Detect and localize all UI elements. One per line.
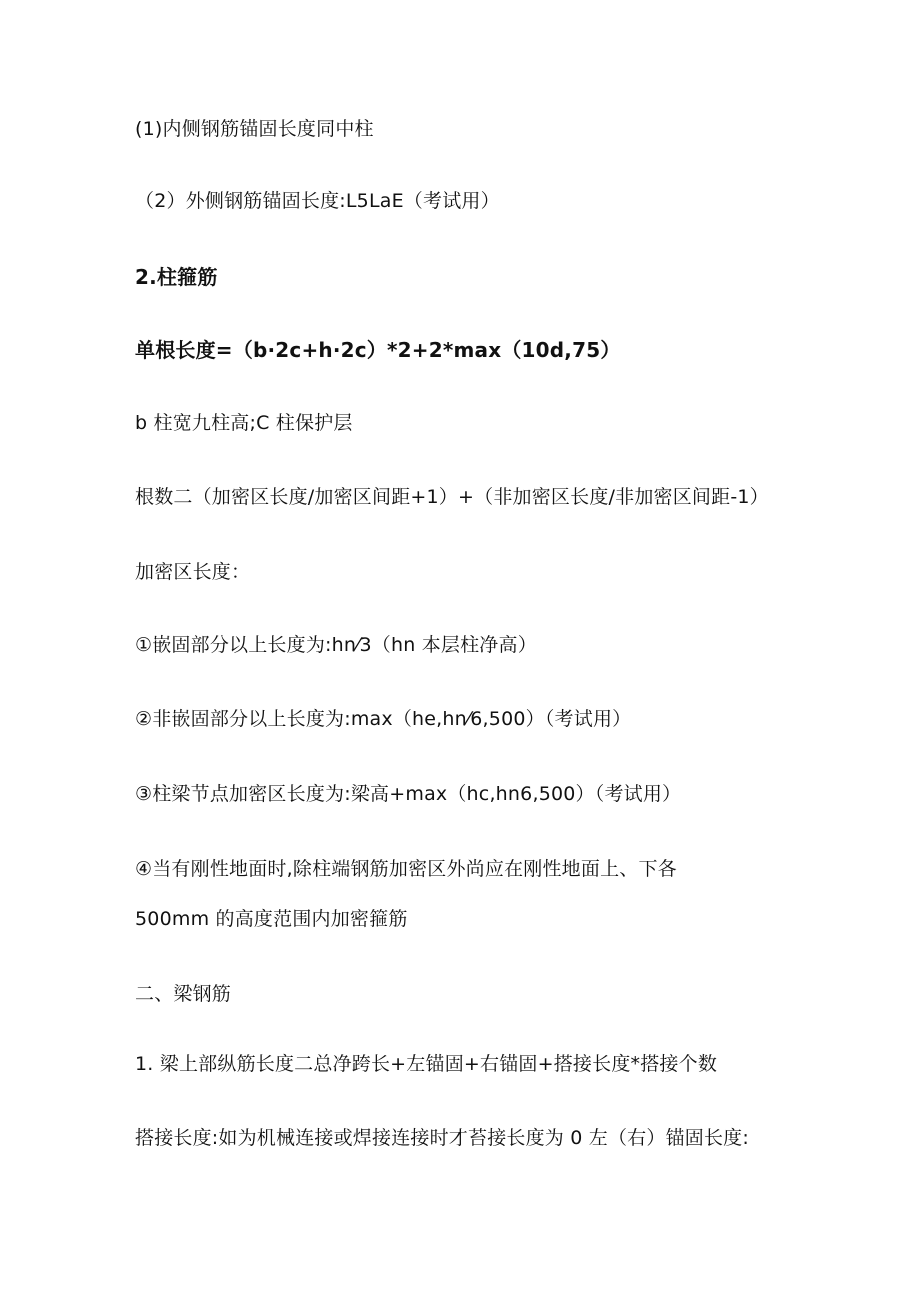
dense-zone-item-3: ③柱梁节点加密区长度为:梁高+max（hc,hn6,500）（考试用） — [135, 783, 682, 805]
single-length-formula: 单根长度=（b·2c+h·2c）*2+2*max（10d,75） — [135, 338, 621, 362]
dense-zone-item-4-continued: 500mm 的高度范围内加密箍筋 — [135, 908, 408, 930]
variable-definition-line: b 柱宽九柱高;C 柱保护层 — [135, 412, 353, 434]
outer-rebar-anchorage-line: （2）外侧钢筋锚固长度:L5LaE（考试用） — [135, 190, 500, 212]
column-stirrup-heading: 2.柱箍筋 — [135, 265, 218, 289]
lap-length-line: 搭接长度:如为机械连接或焊接连接时才苔接长度为 0 左（右）锚固长度: — [135, 1127, 749, 1149]
dense-zone-length-label: 加密区长度： — [135, 561, 251, 583]
dense-zone-item-4: ④当有刚性地面时,除柱端钢筋加密区外尚应在刚性地面上、下各 — [135, 858, 677, 880]
inner-rebar-anchorage-line: (1)内侧钢筋锚固长度同中柱 — [135, 118, 374, 140]
beam-rebar-heading: 二、梁钢筋 — [135, 983, 232, 1005]
count-formula-line: 根数二（加密区长度/加密区间距+1）+（非加密区长度/非加密区间距-1） — [135, 486, 769, 508]
dense-zone-item-2: ②非嵌固部分以上长度为:max（he,hn⁄6,500）（考试用） — [135, 708, 632, 730]
dense-zone-item-1: ①嵌固部分以上长度为:hn⁄3（hn 本层柱净高） — [135, 634, 537, 656]
beam-top-rebar-length-line: 1. 梁上部纵筋长度二总净跨长+左锚固+右锚固+搭接长度*搭接个数 — [135, 1053, 718, 1075]
